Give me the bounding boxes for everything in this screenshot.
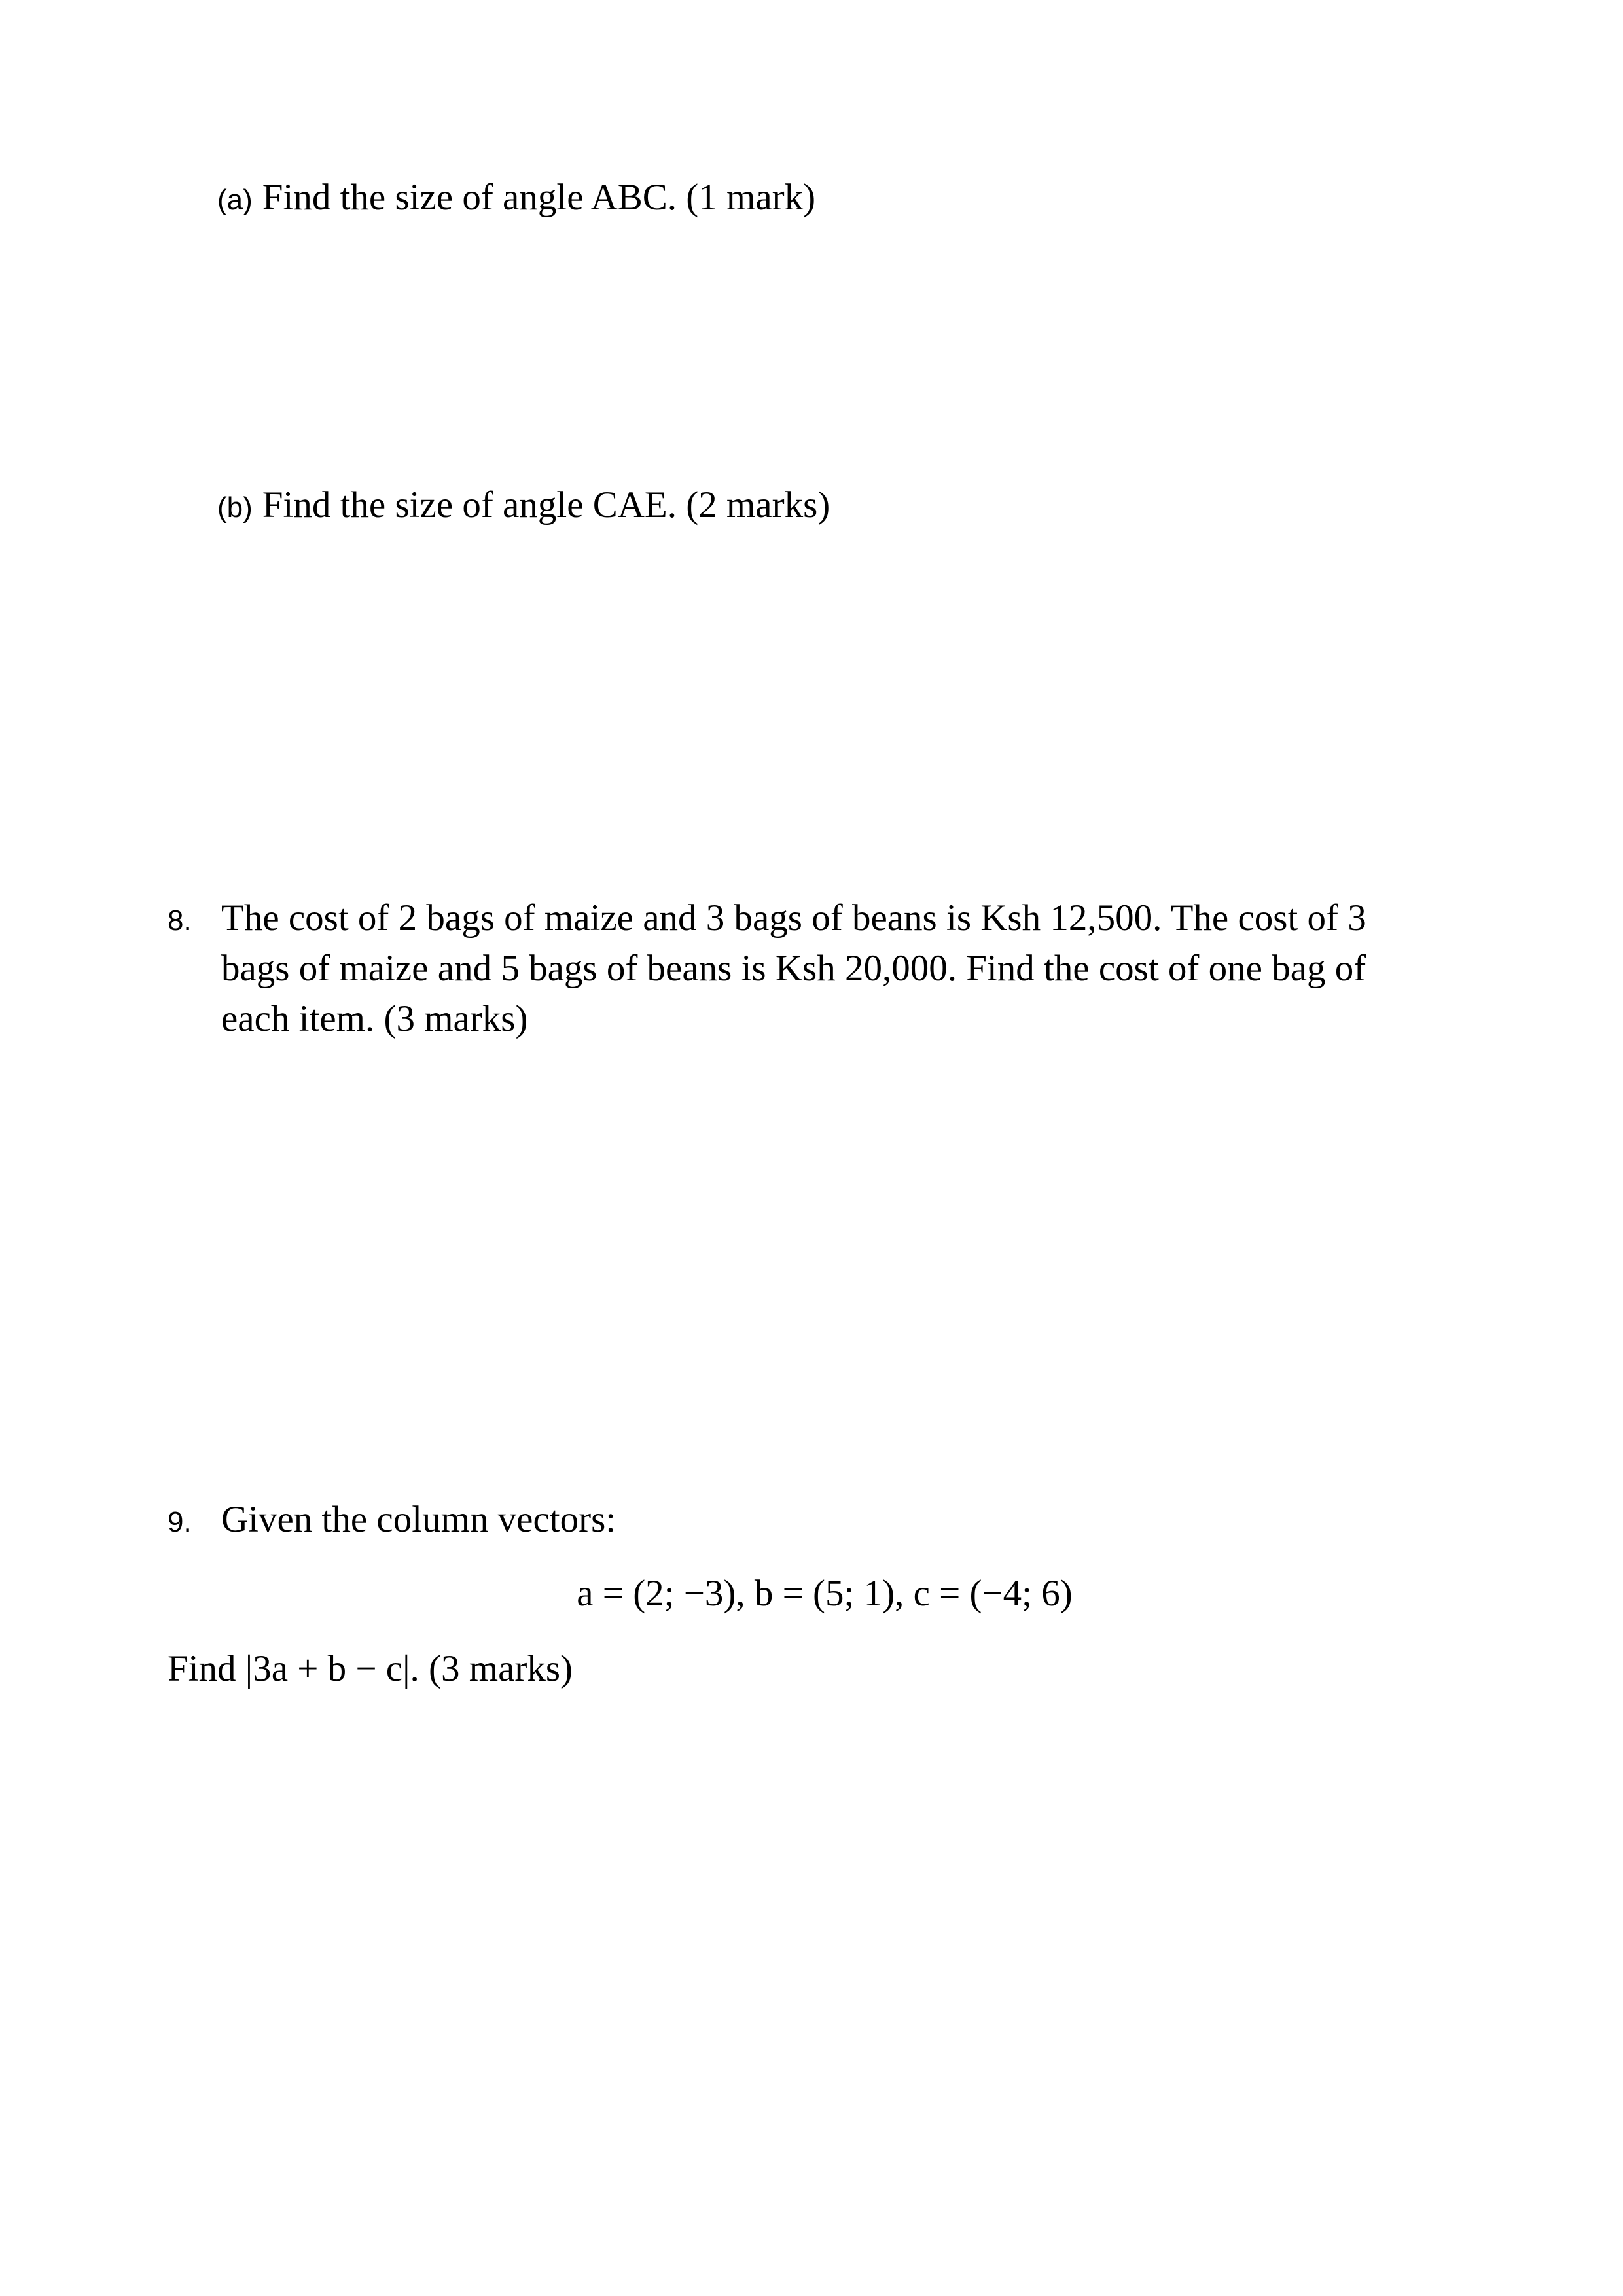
question-part-b (217, 484, 830, 529)
part-a-marker: (a) (217, 184, 253, 216)
question-8-line-3: each item. (3 marks) (221, 998, 528, 1039)
question-8-number: 8. (168, 905, 192, 937)
question-part-a (217, 176, 815, 222)
part-a-text: Find the size of angle ABC. (1 mark) (262, 177, 816, 218)
question-8-line-2: bags of maize and 5 bags of beans is Ksh 20,000. Find the cost of one bag of (221, 948, 1366, 989)
find-expression-line: Find |3a + b − c|. (3 marks) (168, 1648, 573, 1689)
question-9-number: 9. (168, 1506, 192, 1538)
vector-equation: a = (2; −3), b = (5; 1), c = (−4; 6) (577, 1573, 1073, 1614)
part-b-text: Find the size of angle CAE. (2 marks) (262, 484, 830, 526)
question-9 (168, 1498, 616, 1544)
question-8-text (221, 893, 1366, 1044)
question-8 (168, 893, 1366, 1044)
question-9-intro: Given the column vectors: (221, 1499, 616, 1540)
question-8-line-1: The cost of 2 bags of maize and 3 bags of beans is Ksh 12,500. The cost of 3 (221, 897, 1366, 939)
part-b-marker: (b) (217, 492, 253, 524)
